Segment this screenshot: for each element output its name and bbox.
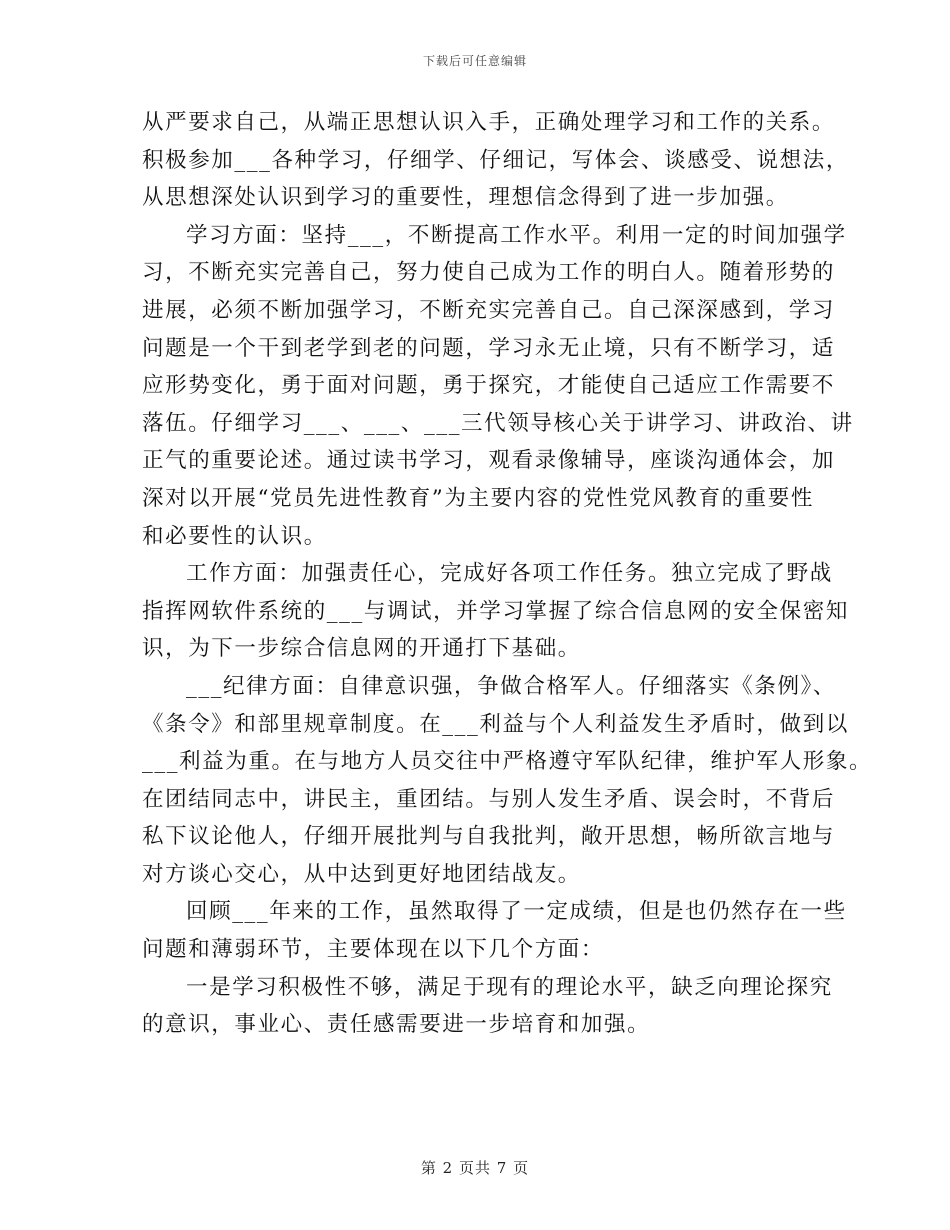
document-body <box>142 104 873 1044</box>
text-line: ___纪律方面：自律意识强，争做合格军人。仔细落实《条例》、 <box>186 673 837 699</box>
text-line: ___利益为重。在与地方人员交往中严格遵守军队纪律，维护军人形象。 <box>142 749 873 775</box>
text-line: 应形势变化，勇于面对问题，勇于探究，才能使自己适应工作需要不 <box>142 373 836 399</box>
text-line: 积极参加___各种学习，仔细学、仔细记，写体会、谈感受、说想法， <box>142 147 849 173</box>
text-line: 问题和薄弱环节，主要体现在以下几个方面： <box>142 937 605 963</box>
text-line: 习，不断充实完善自己，努力使自己成为工作的明白人。随着形势的 <box>142 260 836 286</box>
text-line: 识，为下一步综合信息网的开通打下基础。 <box>142 636 581 662</box>
page-header-note: 下载后可任意编辑 <box>422 54 527 68</box>
text-line: 学习方面：坚持___，不断提高工作水平。利用一定的时间加强学 <box>186 222 847 248</box>
text-line: 在团结同志中，讲民主，重团结。与别人发生矛盾、误会时，不背后 <box>142 786 836 812</box>
text-line: 从思想深处认识到学习的重要性，理想信念得到了进一步加强。 <box>142 185 789 211</box>
text-line: 正气的重要论述。通过读书学习，观看录像辅导，座谈沟通体会，加 <box>142 448 836 474</box>
text-line: 进展，必须不断加强学习，不断充实完善自己。自己深深感到，学习 <box>142 297 836 323</box>
text-line: 对方谈心交心，从中达到更好地团结战友。 <box>142 861 581 887</box>
text-line: 从严要求自己，从端正思想认识入手，正确处理学习和工作的关系。 <box>142 110 836 135</box>
text-line: 回顾___年来的工作，虽然取得了一定成绩，但是也仍然存在一些 <box>186 899 847 925</box>
text-line: 工作方面：加强责任心，完成好各项工作任务。独立完成了野战 <box>186 561 833 587</box>
text-line: 的意识，事业心、责任感需要进一步培育和加强。 <box>142 1012 651 1038</box>
text-line: 深对以开展“党员先进性教育”为主要内容的党性党风教育的重要性 <box>142 485 814 511</box>
text-line: 私下议论他人，仔细开展批判与自我批判，敞开思想，畅所欲言地与 <box>142 824 836 850</box>
text-line: 《条令》和部里规章制度。在___利益与个人利益发生矛盾时，做到以 <box>142 711 849 737</box>
text-line: 落伍。仔细学习___、___、___三代领导核心关于讲学习、讲政治、讲 <box>142 410 854 436</box>
text-line: 一是学习积极性不够，满足于现有的理论水平，缺乏向理论探究 <box>186 974 833 1000</box>
text-line: 问题是一个干到老学到老的问题，学习永无止境，只有不断学习，适 <box>142 335 836 361</box>
page-number-footer: 第 2 页共 7 页 <box>420 1159 530 1177</box>
text-line: 指挥网软件系统的___与调试，并学习掌握了综合信息网的安全保密知 <box>142 598 849 624</box>
text-line: 和必要性的认识。 <box>142 523 327 549</box>
